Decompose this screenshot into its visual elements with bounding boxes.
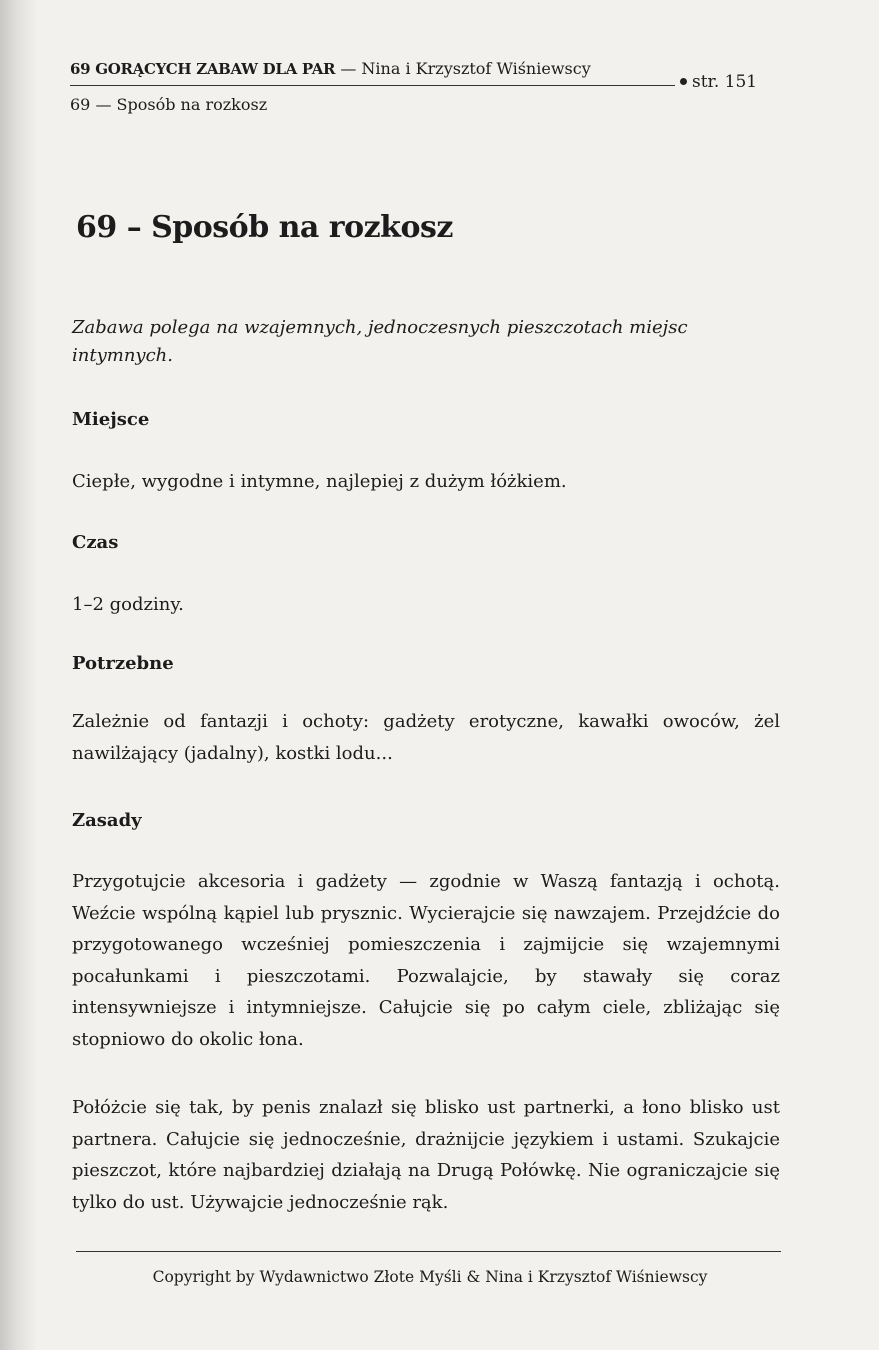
chapter-running-title: 69 — Sposób na rozkosz xyxy=(70,95,268,114)
heading-zasady: Zasady xyxy=(72,810,142,831)
page-title: 69 – Sposób na rozkosz xyxy=(76,210,453,245)
page-number-label: str. 151 xyxy=(692,72,758,92)
heading-czas: Czas xyxy=(72,532,119,553)
text-miejsce: Ciepłe, wygodne i intymne, najlepiej z dużym łóżkiem. xyxy=(72,471,567,492)
running-head xyxy=(70,58,770,80)
page-gutter-shadow xyxy=(0,0,38,1350)
intro-text: Zabawa polega na wzajemnych, jednoczesnych pieszczotach miejsc intymnych. xyxy=(72,317,688,366)
copyright-footer: Copyright by Wydawnictwo Złote Myśli & Nina i Krzysztof Wiśniewscy xyxy=(152,1268,708,1286)
running-head-separator: — xyxy=(335,59,362,78)
text-zasady-1: Przygotujcie akcesoria i gadżety — zgodnie w Waszą fantazją i ochotą. Weźcie wspólną kąpiel lub prysznic. Wycierajcie się nawzajem. Przejdźcie do przygotowanego wcześniej pomieszczenia i zajmijcie się wzajemnymi pocałunkami i pieszczotami. Pozwalajcie, by stawały się coraz intensywniejsze i intymniejsze. Całujcie się po całym ciele, zbliżając się stopniowo do okolic łona. xyxy=(72,871,780,1050)
heading-miejsce: Miejsce xyxy=(72,409,150,430)
text-potrzebne: Zależnie od fantazji i ochoty: gadżety erotyczne, kawałki owoców, żel nawilżający (jadalny), kostki lodu... xyxy=(72,711,780,764)
page-number xyxy=(680,72,757,92)
book-title: 69 GORĄCYCH ZABAW DLA PAR xyxy=(70,60,336,78)
text-czas: 1–2 godziny. xyxy=(72,594,184,615)
bullet-icon xyxy=(680,78,687,85)
book-authors: Nina i Krzysztof Wiśniewscy xyxy=(361,59,591,78)
text-zasady-2: Połóżcie się tak, by penis znalazł się blisko ust partnerki, a łono blisko ust partnera. Całujcie się jednocześnie, drażnijcie językiem i ustami. Szukajcie pieszczot, które najbardziej działają na Drugą Połówkę. Nie ograniczajcie się tylko do ust. Używajcie jednocześnie rąk. xyxy=(72,1097,780,1213)
footer-rule xyxy=(76,1251,781,1252)
heading-potrzebne: Potrzebne xyxy=(72,653,174,674)
header-rule xyxy=(70,85,675,86)
